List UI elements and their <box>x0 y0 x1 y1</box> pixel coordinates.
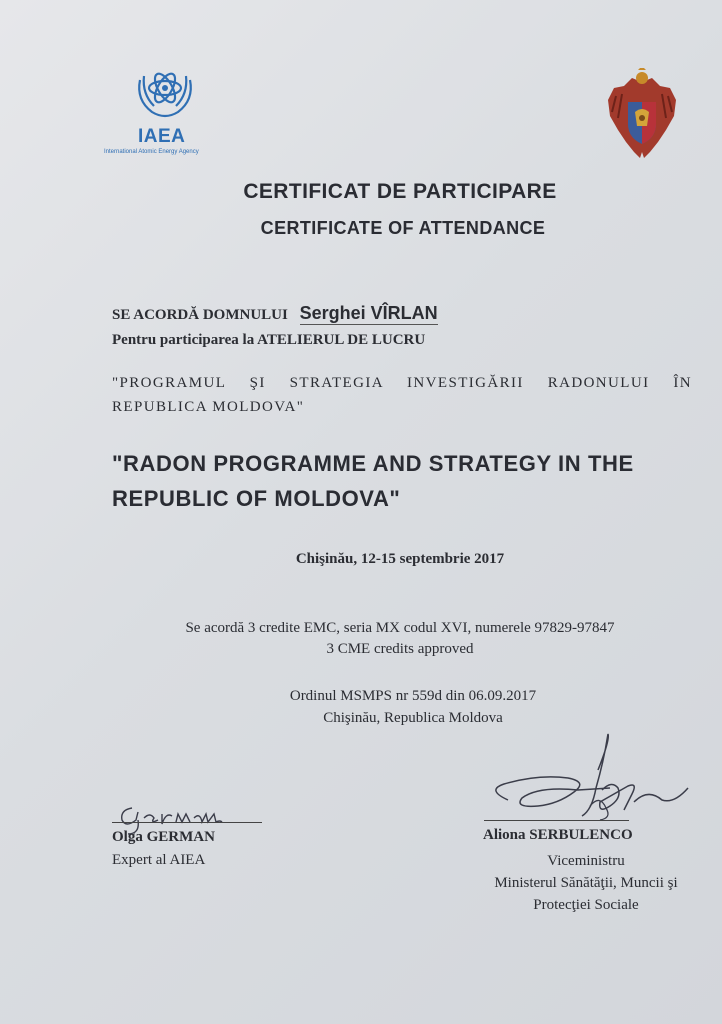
place-and-date: Chişinău, 12-15 septembrie 2017 <box>295 551 505 567</box>
workshop-title-en: "RADON PROGRAMME AND STRATEGY IN THE REPUBLIC OF MOLDOVA" <box>112 451 634 511</box>
signatory-right-role <box>480 850 692 916</box>
recipient-name: Serghei VÎRLAN <box>299 303 438 323</box>
signature-right <box>478 730 698 840</box>
certificate-title-en: CERTIFICATE OF ATTENDANCE <box>260 218 546 238</box>
workshop-title-ro: "PROGRAMUL ŞI STRATEGIA INVESTIGĂRII RADONULUI ÎN REPUBLICA MOLDOVA" <box>112 375 692 415</box>
signatory-left-role: Expert al AIEA <box>112 852 206 868</box>
order-reference: Ordinul MSMPS nr 559d din 06.09.2017 <box>289 688 537 704</box>
signatory-right-role-line: Viceministru <box>547 853 625 869</box>
signatory-right-name: Aliona SERBULENCO <box>483 827 633 843</box>
signature-line-left <box>112 822 262 823</box>
order-place: Chişinău, Republica Moldova <box>323 710 503 726</box>
moldova-coat-of-arms-icon <box>602 68 682 162</box>
award-line <box>112 303 438 324</box>
credits-en: 3 CME credits approved <box>326 641 474 657</box>
signatory-right-role-line: Protecţiei Sociale <box>533 897 639 913</box>
signatory-left-name: Olga GERMAN <box>112 829 215 845</box>
certificate-title-ro: CERTIFICAT DE PARTICIPARE <box>243 180 557 203</box>
credits-ro: Se acordă 3 credite EMC, seria MX codul XVI, numerele 97829-97847 <box>185 620 615 636</box>
signature-line-right <box>484 820 629 821</box>
signatory-right-role-line: Ministerul Sănătăţii, Muncii şi <box>494 875 678 891</box>
award-label: SE ACORDĂ DOMNULUI <box>112 307 288 323</box>
iaea-logo <box>104 58 228 162</box>
atom-logo-icon <box>132 58 198 122</box>
iaea-logo-subtitle: International Atomic Energy Agency <box>104 149 199 155</box>
iaea-logo-text: IAEA <box>138 126 186 147</box>
participation-line: Pentru participarea la ATELIERUL DE LUCRU <box>112 332 426 348</box>
